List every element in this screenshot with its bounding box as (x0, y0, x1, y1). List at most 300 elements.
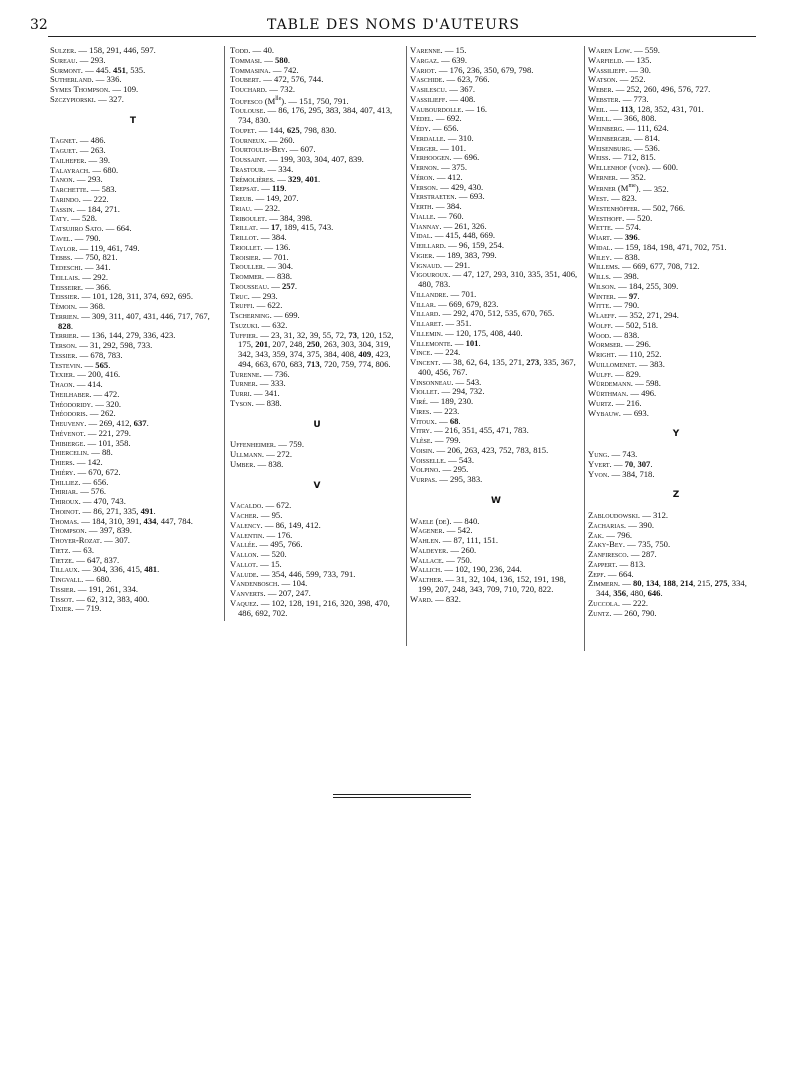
index-entry: Wiart. — 396. (588, 232, 640, 243)
page-refs: 222. (93, 193, 109, 204)
author-name: Würthman (588, 388, 627, 399)
page-ref-bold: 451 (113, 64, 126, 75)
page-refs: 414. (87, 379, 103, 389)
page-refs: 291. (454, 259, 470, 270)
author-name: Vurpas (410, 474, 435, 484)
index-entry: Trillat. — 17, 189, 415, 743. (230, 222, 334, 233)
author-name: Triau (230, 202, 250, 213)
index-entry: Zuntz. — 260, 790. (588, 607, 657, 618)
index-entry: Tassin. — 184, 271. (50, 203, 120, 214)
author-name: Toupet (230, 124, 255, 135)
author-name: Zak (588, 529, 602, 540)
page-ref-bold: 637 (133, 418, 147, 428)
index-entry: Vaschide. — 623, 766. (410, 74, 490, 85)
page-refs: 86, 271, 335, (93, 505, 141, 516)
page-ref-bold: 70 (624, 458, 634, 469)
page-refs: 799. (445, 435, 461, 445)
page-refs: 336. (106, 74, 122, 85)
index-entry: Thiers. — 142. (50, 457, 103, 467)
page-refs: 287. (641, 549, 657, 560)
author-name: Wallace (410, 554, 442, 565)
index-entry: Warfield. — 135. (588, 54, 652, 65)
page-refs: 221, 279. (98, 427, 131, 438)
page-refs: 260. (461, 544, 477, 555)
index-entry: Yvert. — 70, 307. (588, 458, 653, 469)
page-refs: 607. (300, 144, 316, 155)
page-refs: 189, 383, 799. (447, 249, 497, 260)
page-refs: 200, 416. (87, 369, 121, 380)
page-refs: 206, 263, 423, 752, 783, 815. (447, 444, 549, 455)
page-refs: 692. (446, 113, 462, 124)
author-name: Tarchette (50, 184, 87, 194)
author-name: Tebbs (50, 252, 71, 263)
index-entry: Verdalle. — 310. (410, 132, 474, 143)
index-entry: Vince. — 224. (410, 347, 461, 358)
page-refs: . (287, 54, 291, 65)
page-refs: 576. (90, 486, 107, 497)
page-refs: 832. (445, 593, 461, 604)
author-name: Treub (230, 193, 252, 204)
page-refs: 110, 252. (629, 349, 662, 360)
section-letter: Y (672, 429, 680, 440)
page-refs: . (458, 415, 461, 426)
index-entry: Turenne. — 736. (230, 368, 290, 379)
end-rule (333, 797, 471, 798)
index-entry: Vignaud. — 291. (410, 259, 470, 270)
index-entry: Triboulet. — 384, 398. (230, 212, 313, 223)
author-name: Theuveny (50, 418, 85, 428)
page-refs: 351. (456, 318, 472, 328)
author-name: Viollet (410, 386, 438, 397)
page-refs: . (157, 564, 160, 575)
index-entry: Wolff. — 502, 518. (588, 319, 659, 330)
index-entry: Talayrach. — 680. (50, 164, 119, 175)
author-name: Waldeyer (410, 544, 447, 555)
author-name: Taylor (50, 242, 76, 253)
page-refs: 31, 32, 104, 136, 152, 191, 198, 199, 207, 248, 343, 709, 710, 720, 822. (418, 574, 566, 594)
page-refs: . (146, 418, 149, 428)
running-title: TABLE DES NOMS D'AUTEURS (267, 17, 520, 33)
page-refs: 252, 260, 496, 576, 727. (626, 84, 711, 94)
page-refs: 149, 207. (266, 193, 299, 204)
index-entry: Vaquez. — 102, 128, 191, 216, 320, 398, 470, 486, 692, 702. (230, 597, 390, 618)
author-name: Touchard (230, 84, 265, 94)
page-refs: 260. (279, 134, 295, 145)
author-name: Yvert (588, 458, 610, 469)
index-entry: Teissier. — 101, 128, 311, 374, 692, 695. (50, 291, 193, 302)
page-refs: 135. (636, 54, 652, 65)
author-name: Tessier (50, 349, 76, 360)
index-entry: Tyson. — 838. (230, 397, 282, 408)
author-name: Todd (230, 45, 249, 55)
page-refs: 269, 412, (99, 418, 134, 428)
index-column-2 (230, 46, 404, 618)
author-name: Tyson (230, 397, 252, 408)
section-letter: V (313, 480, 321, 491)
index-entry: Varenne. — 15. (410, 45, 467, 55)
author-name: Waele (de) (410, 515, 450, 526)
page-refs: 759. (288, 439, 304, 450)
author-name: Watson (588, 74, 616, 85)
page-refs: 232. (264, 202, 281, 213)
author-name: Tsuzuki (230, 319, 258, 330)
index-entry: Turri. — 341. (230, 388, 280, 399)
index-entry: Tingvall. — 680. (50, 574, 112, 584)
page-refs: 429, 430. (450, 181, 484, 192)
author-name: Variot (410, 64, 435, 75)
index-entry: Vincent. — 38, 62, 64, 135, 271, 273, 335, 367, 400, 456, 767. (410, 357, 576, 377)
author-name: Vacaldo (230, 500, 262, 511)
page-refs: 30. (640, 64, 651, 75)
author-name: Tscherning (230, 310, 270, 321)
author-name: Wright (588, 349, 615, 360)
index-entry: Vigouroux. — 47, 127, 293, 310, 335, 351, 406, 480, 783. (410, 269, 578, 289)
index-column-1 (50, 46, 216, 614)
page-refs: , (633, 458, 638, 469)
page-refs: , 335, 367, 400, 456, 767. (418, 357, 576, 377)
page-ref-bold: 134 (645, 578, 659, 589)
page-refs: 375. (451, 162, 467, 172)
index-entry: Zabloudowski. — 312. (588, 510, 669, 521)
index-entry: Wagener. — 542. (410, 525, 473, 536)
page-refs: 224. (445, 347, 461, 358)
page-refs: 678, 783. (90, 349, 123, 360)
page-refs: 136, 144, 279, 336, 423. (91, 330, 176, 341)
author-name: Zimmern (588, 578, 618, 589)
index-entry: Vallée. — 495, 766. (230, 539, 303, 550)
page-refs: . (318, 173, 321, 184)
page-refs: 304, 336, 415, (92, 564, 145, 575)
author-name: Témoin (50, 301, 75, 311)
index-entry: Weisenburg. — 536. (588, 142, 660, 153)
author-name: Wood (588, 329, 610, 340)
page-refs: 750. (456, 554, 472, 565)
page-refs: 680. (96, 574, 112, 584)
author-name: Wulff (588, 368, 611, 379)
index-entry: Theilhaber. — 472. (50, 388, 120, 399)
author-name: Trillat (230, 222, 256, 233)
page-ref-bold: 214 (680, 578, 694, 589)
author-name: Tietz (50, 544, 69, 555)
author-name: Verth (410, 201, 432, 211)
page-refs: 16. (476, 103, 488, 114)
index-entry: Thiroux. — 470, 743. (50, 496, 126, 506)
author-name: Voisselle (410, 454, 444, 465)
author-name: Umber (230, 458, 254, 469)
author-name: Teillais (50, 271, 78, 282)
page-ref-bold: 17 (270, 222, 280, 233)
page-ref-bold: 434 (143, 515, 157, 526)
page-refs: 528. (81, 213, 98, 224)
index-entry: Treub. — 149, 207. (230, 193, 299, 204)
author-name: Tixier (50, 603, 72, 614)
author-name: Taguet (50, 145, 76, 155)
page-refs: 216. (626, 397, 642, 408)
page-ref-bold: 250 (306, 339, 320, 350)
index-entry: Tissier. — 191, 261, 334. (50, 583, 139, 594)
author-name: Vinsonneau (410, 376, 452, 387)
author-name: Thiroux (50, 496, 79, 506)
author-name: Thompson (50, 525, 85, 536)
page-refs: 838. (624, 251, 640, 262)
page-refs: , 423, 494, 663, 670, 683, (238, 349, 391, 369)
index-entry: Tavel. — 790. (50, 232, 101, 243)
page-refs: 263. (90, 145, 106, 155)
page-refs: 101, 128, 311, 374, 692, 695. (92, 291, 193, 302)
index-entry: Trillot. — 384. (230, 232, 287, 243)
page-refs: 368. (89, 301, 106, 311)
page-refs: 109. (123, 84, 139, 94)
page-refs: 304. (277, 261, 294, 272)
index-entry: Truc. — 293. (230, 290, 278, 301)
author-name: Wallich (410, 564, 441, 575)
index-entry: Webster. — 773. (588, 93, 649, 104)
index-entry: Wlaeff. — 352, 271, 294. (588, 310, 679, 321)
page-refs: . (70, 320, 74, 331)
page-refs: 814. (644, 132, 660, 143)
author-name: Verger (410, 142, 436, 153)
page-refs: 341. (95, 262, 111, 272)
author-name: Symes Thompson (50, 84, 109, 94)
index-entry: Tillaux. — 304, 336, 415, 481. (50, 564, 160, 575)
author-name: Werner (588, 171, 616, 182)
index-entry: Waren Low. — 559. (588, 45, 660, 55)
page-refs: , 720, 759, 774, 806. (319, 358, 391, 369)
author-name: Texier (50, 369, 73, 380)
author-name: Vallon (230, 549, 257, 560)
index-entry: Vacaldo. — 672. (230, 500, 292, 511)
page-refs: 696. (464, 152, 480, 163)
page-refs: 472, 576, 744. (273, 74, 324, 85)
index-entry: Waldeyer. — 260. (410, 544, 477, 555)
index-entry: Zaky-Bey. — 735, 750. (588, 539, 671, 550)
page-refs: 252. (630, 74, 646, 85)
page-ref-bold: 481 (144, 564, 158, 575)
index-entry: Touchard. — 732. (230, 84, 296, 94)
author-name: Tarindo (50, 193, 79, 204)
page-ref-bold: 80 (632, 578, 642, 589)
page-refs: , 120, 152, 175, (238, 329, 394, 350)
author-name: Thiriar (50, 486, 76, 497)
author-name: Tommasi (230, 54, 260, 65)
author-name: Truffi (230, 300, 253, 311)
author-name: Zanfiresco (588, 549, 627, 560)
index-entry: Viré. — 189, 230. (410, 396, 474, 406)
page-refs: 656. (443, 123, 459, 133)
page-refs: , 263, 303, 304, 319, 342, 343, 359, 374, 375, 384, 408, (238, 339, 391, 360)
index-entry: Tuffier. — 23, 31, 32, 39, 55, 72, 73, 120, 152, 175, 201, 207, 248, 250, 263, 303, 304, 319, 342, 343, 359, 374, 375, 384, 408, 409, 423, 494, 663, 670, 683, 713, 720, 759, 774, 806. (230, 329, 394, 369)
page-refs: . (294, 280, 298, 291)
author-name: Ullmann (230, 449, 262, 460)
index-entry: Zuccola. — 222. (588, 597, 649, 608)
index-entry: Werner. — 352. (588, 171, 646, 182)
page-refs: 199, 303, 304, 407, 839. (279, 154, 364, 165)
index-entry: Westenhöffer. — 502, 766. (588, 202, 686, 213)
page-refs: 293. (90, 54, 106, 65)
index-entry: Weiss. — 712, 815. (588, 152, 656, 163)
index-entry: Terson. — 31, 292, 598, 733. (50, 340, 153, 350)
author-name: Vallot (230, 558, 256, 569)
author-name: Tassin (50, 203, 73, 214)
page-refs: 502, 518. (625, 319, 659, 330)
index-entry: Weinberger. — 814. (588, 132, 660, 143)
index-entry: Toubert. — 472, 576, 744. (230, 74, 324, 85)
index-entry: Yung. — 743. (588, 449, 638, 460)
section-letter: W (491, 495, 501, 506)
page-refs: 293. (87, 174, 103, 185)
index-entry: Tarchette. — 583. (50, 184, 117, 194)
page-refs: . (637, 232, 640, 243)
author-name: Weil (588, 103, 606, 114)
page-refs: 712, 815. (623, 152, 656, 163)
page-refs: 680. (103, 164, 119, 175)
index-entry: Turner. — 333. (230, 378, 286, 389)
author-name: Zuntz (588, 607, 610, 618)
index-entry: Thilliez. — 656. (50, 476, 109, 487)
page-refs: 296. (635, 339, 651, 350)
author-name: Teissier (50, 291, 78, 302)
index-entry: Vargaz. — 639. (410, 54, 467, 65)
index-entry: Thoyer-Rozat. — 307. (50, 535, 130, 545)
author-name: Wills (588, 271, 609, 282)
index-entry: Trémolières. — 329, 401. (230, 173, 321, 184)
index-entry: Taguet. — 263. (50, 145, 106, 155)
index-entry: Tixier. — 719. (50, 603, 102, 614)
author-name: Verdalle (410, 132, 444, 143)
page-refs: 398. (623, 271, 639, 282)
page-refs: 622. (267, 300, 283, 311)
index-entry: Wette. — 574. (588, 222, 641, 233)
index-entry: Trepsat. — 119. (230, 183, 287, 194)
index-entry: Toufesco $(M^{lle})$. — 151, 750, 791. (230, 95, 349, 106)
page-refs: 87, 111, 151. (453, 535, 498, 545)
author-name: Witte (588, 300, 610, 311)
index-entry: Umber. — 838. (230, 458, 284, 469)
page-refs: 813. (630, 558, 646, 569)
author-name: Valude (230, 568, 257, 579)
page-refs: 472. (104, 388, 120, 399)
index-entry: Weinberg. — 111, 624. (588, 123, 669, 133)
page-ref-bold: 625 (286, 124, 300, 135)
index-entry: Willems. — 669, 677, 708, 712. (588, 261, 700, 272)
author-name: Wagener (410, 525, 443, 536)
author-name: Wurtz (588, 397, 612, 408)
author-name: Vasilescu (410, 84, 445, 94)
author-name: Wellenhof (von) (588, 162, 648, 172)
author-name: Thoinot (50, 505, 79, 516)
page-refs: . (660, 588, 663, 599)
index-entry: Taylor. — 119, 461, 749. (50, 242, 140, 253)
index-entry: Zanfiresco. — 287. (588, 549, 657, 560)
page-refs: , (675, 578, 681, 589)
index-entry: Thomas. — 184, 310, 391, 434, 447, 784. (50, 515, 193, 526)
index-entry: Vinsonneau. — 543. (410, 376, 482, 387)
page-refs: 327. (108, 93, 124, 104)
author-name: Villaret (410, 318, 442, 328)
index-entry: Truffi. — 622. (230, 300, 283, 311)
index-entry: Wormser. — 296. (588, 339, 651, 350)
author-name: Westhoff (588, 212, 623, 223)
page-refs: 412. (447, 171, 463, 182)
page-refs: 408. (460, 93, 476, 104)
author-name: Turner (230, 378, 256, 389)
index-entry: Villandre. — 701. (410, 288, 477, 299)
page-refs: 216, 351, 455, 471, 783. (444, 425, 529, 436)
page-refs: , (300, 173, 306, 184)
author-name: Waren Low (588, 45, 630, 55)
page-ref-bold: 828 (58, 320, 71, 331)
page-ref-bold: 646 (647, 588, 661, 599)
page-refs: 390. (638, 519, 655, 530)
index-entry: Testevin. — 565. (50, 359, 111, 370)
page-refs: 632. (272, 319, 288, 330)
author-name: Vince (410, 347, 431, 358)
column-divider (224, 46, 225, 621)
page-refs: . (637, 290, 640, 301)
author-name: Yung (588, 449, 608, 460)
index-entry: Wills. — 398. (588, 271, 639, 282)
author-name: Vitry (410, 425, 430, 436)
author-name: Sutherland (50, 74, 92, 85)
index-entry: Wilson. — 184, 255, 309. (588, 280, 679, 291)
index-entry: Zappert. — 813. (588, 558, 646, 569)
page-refs: 39. (99, 154, 111, 165)
page-refs: 40. (263, 45, 275, 55)
page-refs: 397, 839. (99, 525, 132, 536)
page-refs: 647, 837. (86, 554, 120, 565)
author-name: Thévenot (50, 427, 84, 438)
page-refs: , 215, (693, 578, 715, 589)
page-refs: 623, 766. (457, 74, 490, 85)
index-entry: Wulff. — 829. (588, 368, 641, 379)
page-refs: 823. (621, 193, 637, 204)
page-refs: 86, 149, 412. (275, 519, 321, 530)
index-entry: Tedeschi. — 341. (50, 262, 111, 272)
column-divider (584, 46, 585, 651)
author-name: Turenne (230, 368, 260, 379)
author-name: Terrier (50, 330, 77, 341)
author-name: Théodoris (50, 408, 86, 419)
page-ref-bold: 119 (271, 183, 285, 194)
author-name: Szczypiorski (50, 93, 94, 104)
index-entry: Vitoux. — 68. (410, 415, 461, 426)
author-name: Vialle (410, 210, 434, 221)
page-refs: 701. (273, 251, 289, 262)
page-refs: 333. (270, 378, 286, 389)
author-name: Vedel (410, 113, 432, 124)
page-refs: 111, 624. (637, 123, 669, 133)
page-refs: 310. (458, 132, 474, 143)
page-ref-bold: 356 (613, 588, 627, 599)
page-refs: , 447, 784. (156, 515, 193, 526)
page-refs: 559. (644, 45, 660, 55)
page-refs: 664. (618, 568, 634, 579)
author-name: Theilhaber (50, 388, 90, 399)
page-refs: 62, 312, 383, 400. (86, 593, 150, 604)
index-entry: Tessier. — 678, 783. (50, 349, 123, 360)
index-entry: Terrier. — 136, 144, 279, 336, 423. (50, 330, 176, 341)
page-refs: 536. (644, 142, 660, 153)
index-entry: Tebbs. — 750, 821. (50, 252, 118, 263)
author-name: Triollet (230, 241, 261, 252)
author-name: Valency (230, 519, 261, 530)
page-refs: 101, 358. (98, 437, 131, 448)
author-name: Uffenheimer (230, 439, 274, 450)
author-name: Vaubourdolle (410, 103, 462, 114)
page-refs: 136. (275, 241, 291, 252)
page-refs: 735, 750. (637, 539, 671, 550)
page-refs: , (641, 578, 646, 589)
